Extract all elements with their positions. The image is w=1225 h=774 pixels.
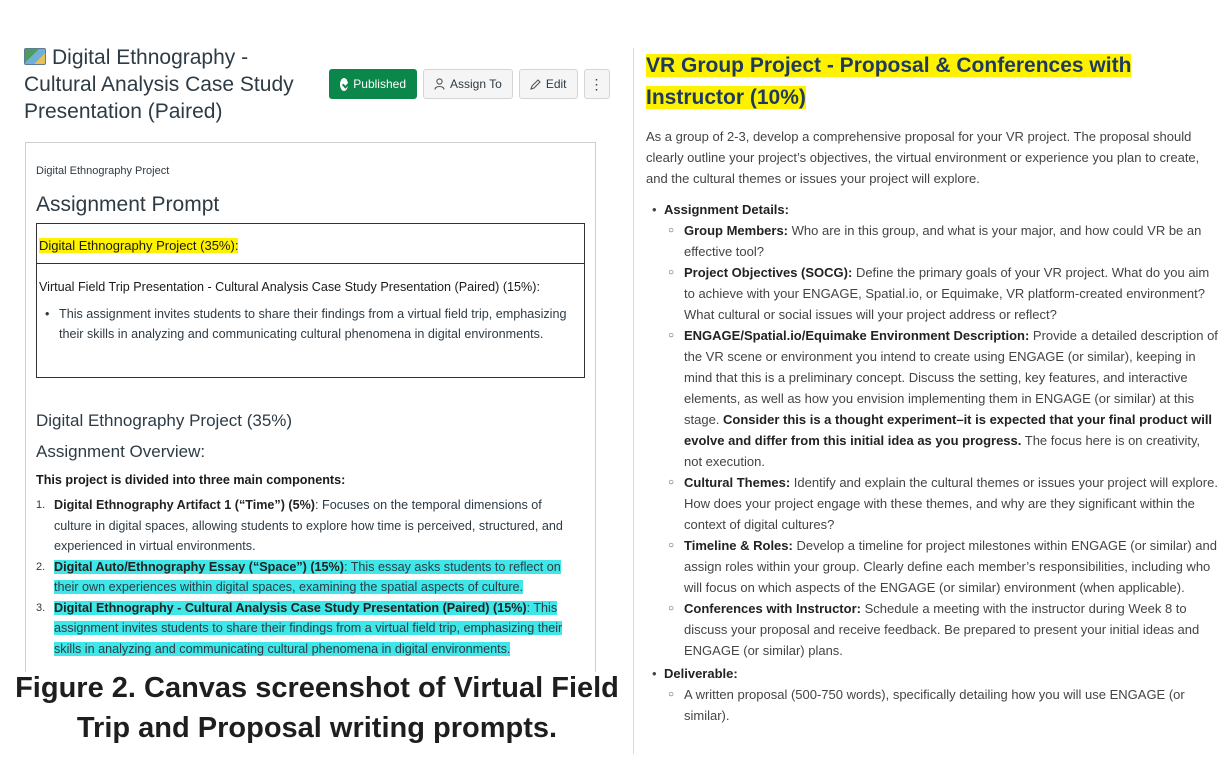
section-title: Digital Ethnography Project (35%) bbox=[36, 411, 293, 430]
vr-proposal-panel bbox=[646, 50, 1218, 726]
list-item: ○ Cultural Themes: Identify and explain the cultural themes or issues your project will explore. How does your project engage with these themes, and why are they significant within the context of digital cultures? bbox=[668, 475, 1218, 532]
prompt-table-body bbox=[37, 264, 584, 344]
overview-heading: Assignment Overview: bbox=[36, 442, 206, 461]
vr-title: VR Group Project - Proposal & Conferences with Instructor (10%) bbox=[646, 54, 1132, 109]
assignment-content bbox=[25, 142, 596, 672]
prompt-table bbox=[36, 223, 585, 378]
more-options-button[interactable] bbox=[584, 69, 610, 99]
list-item: 1. Digital Ethnography Artifact 1 (“Time”) (5%): Focuses on the temporal dimensions of culture in digital spaces, allowing students to explore how time is perceived, structured, and experienced in virtual environments. bbox=[36, 498, 563, 553]
details-list bbox=[646, 199, 1218, 726]
list-item: • Deliverable: bbox=[652, 666, 738, 681]
map-icon bbox=[24, 48, 46, 65]
prompt-heading: Assignment Prompt bbox=[36, 193, 220, 216]
figure-caption: Figure 2. Canvas screenshot of Virtual Field Trip and Proposal writing prompts. bbox=[15, 672, 619, 744]
check-circle-icon bbox=[340, 78, 348, 91]
list-item: ○ ENGAGE/Spatial.io/Equimake Environment Description: Provide a detailed description of the VR scene or environment you intend to create using ENGAGE (or similar), keeping in mind that this is a preliminary concept. Discuss the setting, key features, and interactive elements, as well as how you envision implementing them in ENGAGE (or similar) at this stage. Consider this is a thought experiment–it is expected that your final product will evolve and differ from this initial idea as you progress. The focus here is on creativity, not execution. bbox=[668, 328, 1218, 469]
components-list bbox=[36, 495, 571, 659]
list-item: ○ Conferences with Instructor: Schedule a meeting with the instructor during Week 8 to discuss your proposal and receive feedback. Be prepared to present your initial ideas and ENGAGE (or similar) plans. bbox=[668, 601, 1200, 658]
assignment-toolbar bbox=[329, 69, 610, 99]
list-item: ○ A written proposal (500-750 words), specifically detailing how you will use ENGAGE (or similar). bbox=[668, 687, 1185, 723]
published-button[interactable]: Published bbox=[329, 69, 417, 99]
highlighted-project-title: Digital Ethnography Project (35%): bbox=[39, 238, 239, 253]
page-title: Digital Ethnography - Cultural Analysis Case Study Presentation (Paired) bbox=[24, 46, 294, 123]
presentation-subtitle: Virtual Field Trip Presentation - Cultural Analysis Case Study Presentation (Paired) (15%): bbox=[39, 280, 540, 294]
list-item: • This assignment invites students to share their findings from a virtual field trip, emphasizing their skills in analyzing and communicating cultural phenomena in digital environments. bbox=[45, 307, 567, 341]
pencil-icon bbox=[530, 79, 541, 90]
vr-intro: As a group of 2-3, develop a comprehensive proposal for your VR project. The proposal should clearly outline your project’s objectives, the virtual environment or experience you plan to create, and the cultural themes or issues your project will explore. bbox=[646, 129, 1200, 186]
kebab-menu-icon: ⋮ bbox=[589, 75, 604, 92]
project-label: Digital Ethnography Project bbox=[36, 165, 170, 177]
assign-to-button[interactable]: Assign To bbox=[423, 69, 513, 99]
list-item: ○ Timeline & Roles: Develop a timeline for project milestones within ENGAGE (or similar) and assign roles within your group. Clearly define each member’s responsibilities, including who will focus on which aspects of the ENGAGE (or similar) environment (when applicable). bbox=[668, 538, 1217, 595]
list-item: 2. Digital Auto/Ethnography Essay (“Space”) (15%): This essay asks students to reflect on their own experiences within digital spaces, examining the spatial aspects of culture. bbox=[36, 559, 561, 594]
prompt-table-header bbox=[37, 224, 584, 264]
overview-intro: This project is divided into three main components: bbox=[36, 473, 346, 487]
list-item: 3. Digital Ethnography - Cultural Analysis Case Study Presentation (Paired) (15%): This assignment invites students to share their findings from a virtual field trip, emphasizing their skills in analyzing and communicating cultural phenomena in digital environments. bbox=[36, 600, 563, 656]
divider bbox=[633, 48, 634, 754]
list-item: ○ Group Members: Who are in this group, and what is your major, and how could VR be an effective tool? bbox=[668, 223, 1202, 259]
cyan-highlight: Digital Ethnography - Cultural Analysis Case Study Presentation (Paired) (15%): This assignment invites students to share their findings from a virtual field trip, emphasizing their skills in analyzing and communicating cultural phenomena in digital environments. bbox=[54, 600, 563, 656]
edit-button[interactable]: Edit bbox=[519, 69, 578, 99]
list-item: ○ Project Objectives (SOCG): Define the primary goals of your VR project. What do you aim to achieve with your ENGAGE, Spatial.io, or Equimake, VR platform-created environment? What cultural or social issues will your project address or reflect? bbox=[668, 265, 1210, 322]
cyan-highlight: Digital Auto/Ethnography Essay (“Space”) (15%): This essay asks students to reflect on their own experiences within digital spaces, examining the spatial aspects of culture. bbox=[54, 559, 561, 594]
user-icon bbox=[434, 78, 445, 90]
list-item: • Assignment Details: bbox=[652, 202, 789, 217]
